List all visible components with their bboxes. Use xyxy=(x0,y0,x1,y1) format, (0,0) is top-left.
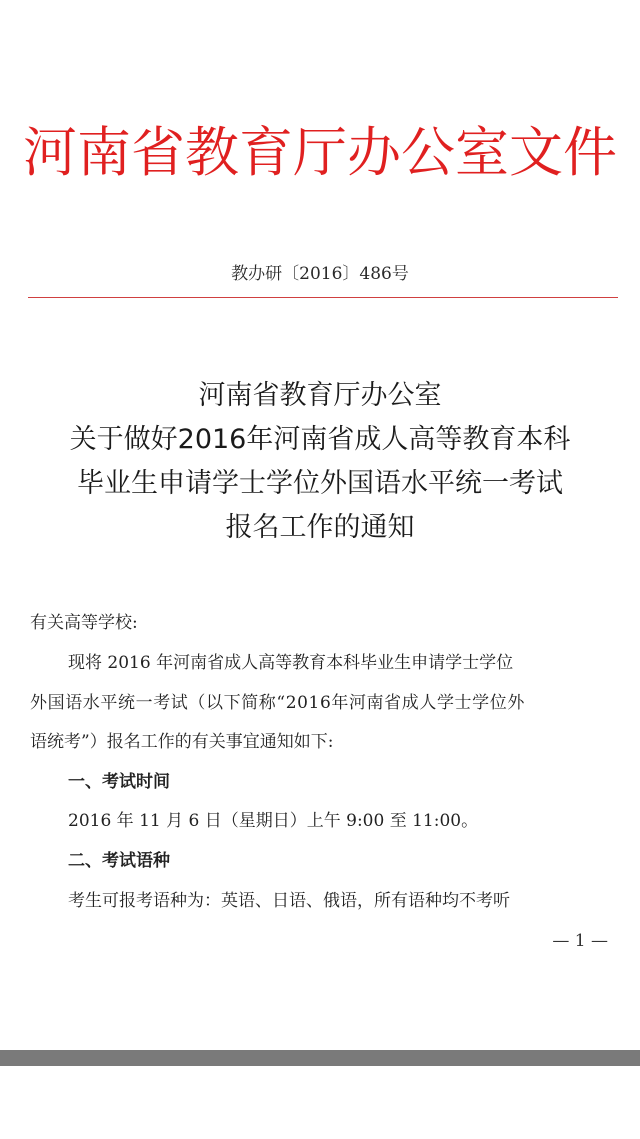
document-number: 教办研〔2016〕486号 xyxy=(231,264,409,284)
notice-title-line-2: 关于做好2016年河南省成人高等教育本科 xyxy=(69,424,571,455)
bottom-bar xyxy=(0,1050,640,1066)
notice-title-line-3: 毕业生申请学士学位外国语水平统一考试 xyxy=(77,468,563,499)
notice-title-line-4: 报名工作的通知 xyxy=(225,512,415,543)
paragraph-line-3: 语统考”）报名工作的有关事宜通知如下: xyxy=(30,732,334,752)
section-heading-exam-time: 一、考试时间 xyxy=(68,772,170,792)
exam-languages-text: 考生可报考语种为：英语、日语、俄语，所有语种均不考听 xyxy=(68,891,510,911)
notice-title-line-1: 河南省教育厅办公室 xyxy=(198,380,442,411)
page-number: — 1 — xyxy=(552,931,608,951)
header-divider xyxy=(28,297,618,298)
paragraph-line-1: 现将 2016 年河南省成人高等教育本科毕业生申请学士学位 xyxy=(68,653,514,673)
salutation: 有关高等学校: xyxy=(30,613,138,633)
notice-title xyxy=(0,374,640,550)
exam-time-text: 2016 年 11 月 6 日（星期日）上午 9:00 至 11:00。 xyxy=(68,811,479,831)
document-header-title: 河南省教育厅办公室文件 xyxy=(23,121,617,184)
paragraph-line-2: 外国语水平统一考试（以下简称“2016年河南省成人学士学位外 xyxy=(30,693,525,713)
section-heading-exam-languages: 二、考试语种 xyxy=(68,851,170,871)
